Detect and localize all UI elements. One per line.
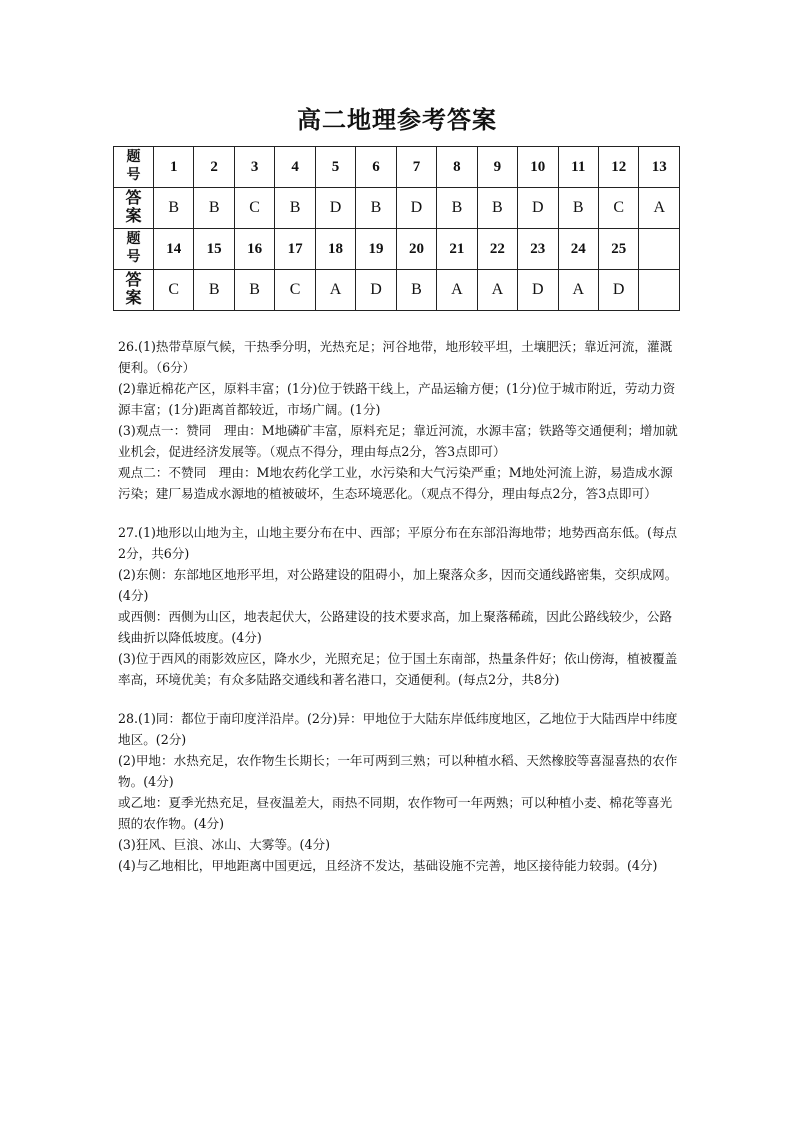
answer-cell — [639, 270, 680, 311]
question-number-cell: 4 — [275, 147, 315, 188]
answer-cell: B — [194, 270, 234, 311]
answer-cell: B — [356, 188, 396, 229]
answer-cell: C — [234, 188, 274, 229]
question-number-header: 题 号 — [114, 229, 154, 270]
answer-cell: B — [194, 188, 234, 229]
q27-part2-west: 或西侧：西侧为山区，地表起伏大，公路建设的技术要求高，加上聚落稀疏，因此公路线较少，公路线曲折以降低坡度。(4分) — [118, 609, 673, 645]
question-number-cell: 11 — [558, 147, 598, 188]
answer-cell: D — [598, 270, 638, 311]
question-number-cell: 23 — [518, 229, 558, 270]
q28-part2-jia: (2)甲地：水热充足，农作物生长期长；一年可两到三熟；可以种植水稻、天然橡胶等喜湿喜热的农作物。(4分) — [118, 753, 678, 789]
answer-cell: B — [437, 188, 477, 229]
question-28 — [118, 708, 682, 876]
question-number-cell: 8 — [437, 147, 477, 188]
answer-cell: A — [437, 270, 477, 311]
question-number-cell: 20 — [396, 229, 436, 270]
answer-cell: B — [558, 188, 598, 229]
question-number-header: 题 号 — [114, 147, 154, 188]
question-27 — [118, 522, 682, 690]
q26-part1: 26.(1)热带草原气候，干热季分明，光热充足；河谷地带，地形较平坦，土壤肥沃；靠近河流，灌溉便利。（6分） — [118, 339, 673, 375]
q28-part1: 28.(1)同：都位于南印度洋沿岸。(2分)异：甲地位于大陆东岸低纬度地区，乙地位于大陆西岸中纬度地区。(2分) — [118, 711, 678, 747]
q28-part2-yi: 或乙地：夏季光热充足，昼夜温差大，雨热不同期，农作物可一年两熟；可以种植小麦、棉花等喜光照的农作物。(4分) — [118, 795, 673, 831]
q27-part1: 27.(1)地形以山地为主，山地主要分布在中、西部；平原分布在东部沿海地带；地势西高东低。(每点2分，共6分) — [118, 525, 678, 561]
q28-part3: (3)狂风、巨浪、冰山、大雾等。(4分) — [118, 837, 330, 852]
answer-cell: B — [477, 188, 517, 229]
question-number-row — [114, 229, 680, 270]
q27-part3: (3)位于西风的雨影效应区，降水少，光照充足；位于国土东南部，热量条件好；依山傍海，植被覆盖率高，环境优美；有众多陆路交通线和著名港口，交通便利。(每点2分，共8分) — [118, 651, 678, 687]
answer-cell: C — [598, 188, 638, 229]
answer-cell: A — [315, 270, 355, 311]
question-number-cell: 18 — [315, 229, 355, 270]
question-number-cell: 10 — [518, 147, 558, 188]
question-number-cell: 1 — [154, 147, 194, 188]
answer-row — [114, 188, 680, 229]
question-number-cell: 9 — [477, 147, 517, 188]
answer-cell: B — [154, 188, 194, 229]
answer-cell: D — [518, 188, 558, 229]
answer-cell: A — [477, 270, 517, 311]
q26-part3-view2: 观点二：不赞同 理由：M地农药化学工业，水污染和大气污染严重；M地处河流上游，易造成水源污染；建厂易造成水源地的植被破坏，生态环境恶化。（观点不得分，理由每点2分，答3点即可） — [118, 465, 673, 501]
question-number-cell: 17 — [275, 229, 315, 270]
question-number-cell: 7 — [396, 147, 436, 188]
question-number-row — [114, 147, 680, 188]
answer-row — [114, 270, 680, 311]
q28-part4: (4)与乙地相比，甲地距离中国更远，且经济不发达，基础设施不完善，地区接待能力较弱。(4分) — [118, 858, 658, 873]
question-number-cell — [639, 229, 680, 270]
question-number-cell: 14 — [154, 229, 194, 270]
answer-cell: B — [396, 270, 436, 311]
question-number-cell: 24 — [558, 229, 598, 270]
question-number-cell: 6 — [356, 147, 396, 188]
question-number-cell: 16 — [234, 229, 274, 270]
answer-body — [118, 336, 682, 876]
page-title: 高二地理参考答案 — [297, 105, 497, 134]
answer-cell: C — [154, 270, 194, 311]
q26-part2: (2)靠近棉花产区，原料丰富；(1分)位于铁路干线上，产品运输方便；(1分)位于城市附近，劳动力资源丰富；(1分)距离首都较近，市场广阔。(1分) — [118, 381, 676, 417]
answer-cell: D — [315, 188, 355, 229]
q26-part3-view1: (3)观点一：赞同 理由：M地磷矿丰富，原料充足；靠近河流，水源丰富；铁路等交通便利；增加就业机会，促进经济发展等。（观点不得分，理由每点2分，答3点即可） — [118, 423, 678, 459]
answer-cell: A — [558, 270, 598, 311]
answer-cell: D — [396, 188, 436, 229]
question-number-cell: 3 — [234, 147, 274, 188]
answer-table — [113, 146, 680, 311]
question-number-cell: 22 — [477, 229, 517, 270]
answer-cell: A — [639, 188, 680, 229]
question-number-cell: 15 — [194, 229, 234, 270]
answer-cell: B — [234, 270, 274, 311]
answer-cell: B — [275, 188, 315, 229]
answer-cell: D — [356, 270, 396, 311]
question-number-cell: 13 — [639, 147, 680, 188]
question-number-cell: 21 — [437, 229, 477, 270]
question-26 — [118, 336, 682, 504]
answer-cell: D — [518, 270, 558, 311]
question-number-cell: 25 — [598, 229, 638, 270]
question-number-cell: 12 — [598, 147, 638, 188]
question-number-cell: 19 — [356, 229, 396, 270]
question-number-cell: 2 — [194, 147, 234, 188]
answer-header: 答 案 — [114, 188, 154, 229]
answer-header: 答 案 — [114, 270, 154, 311]
answer-cell: C — [275, 270, 315, 311]
question-number-cell: 5 — [315, 147, 355, 188]
q27-part2-east: (2)东侧：东部地区地形平坦，对公路建设的阻碍小，加上聚落众多，因而交通线路密集，交织成网。(4分) — [118, 567, 678, 603]
